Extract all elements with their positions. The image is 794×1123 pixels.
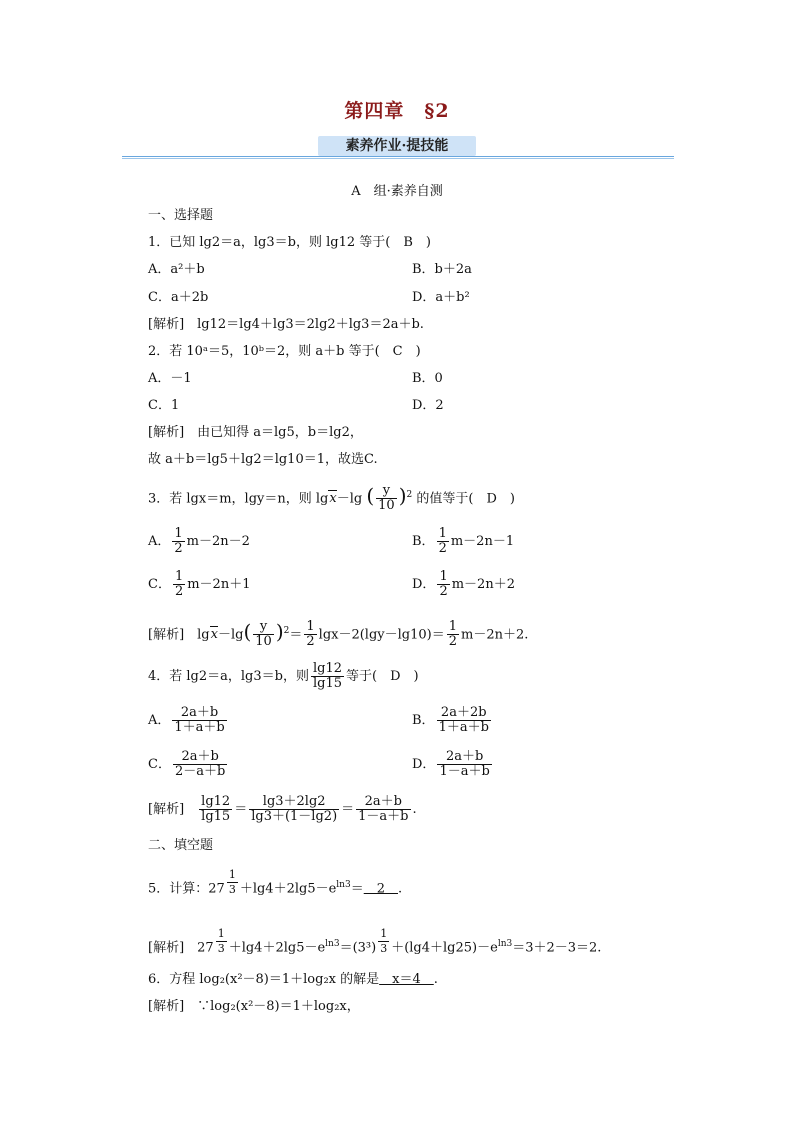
q4-stem: 4．若 lg2＝a，lg3＝b，则 $\frac{\lg 12}{\lg 15}$ 等于( D ) (148, 661, 419, 691)
q6-answer: x＝4 (379, 972, 434, 987)
q1-stem: 1．已知 lg2＝a，lg3＝b，则 lg12 等于( B ) (148, 235, 431, 250)
part2-title: 二、填空题 (148, 838, 214, 853)
q5-stem: 5．计算：27 $\frac{1}{3}$ $+\lg 4+2\lg 5-e^{ln3}=$ 2 . (148, 868, 403, 897)
q6-analysis: [解析] ∵log₂(x²－8)＝1＋log₂x， (148, 999, 360, 1014)
q1-analysis: [解析] lg12＝lg4＋lg3＝2lg2＋lg3＝2a＋b. (148, 317, 424, 332)
q1-option-d: D．a＋b² (412, 290, 470, 305)
q3-option-a: A． $\frac{1}{2}$ m－2n－2 (148, 526, 250, 556)
q1-option-c: C．a＋2b (148, 290, 209, 305)
q2-analysis-2: 故 a＋b＝lg5＋lg2＝lg10＝1，故选C. (148, 452, 378, 467)
q3-stem: 3．若 lgx＝m，lgy＝n，则 lgx－lg ( $\frac{y}{10}$ )$^2$ 的值等于( D ) (148, 483, 515, 514)
q3-analysis: [解析] lgx－lg( $\frac{y}{10}$ )$^2$＝ $\frac{1}{2}$ lgx－2(lgy－lg10)＝ $\frac{1}{2}$ m－2n＋2. (148, 619, 529, 650)
group-heading: A 组·素养自测 (351, 184, 443, 199)
chapter-title (0, 96, 794, 123)
q2-option-d: D．2 (412, 398, 444, 413)
q4-option-b: B． $\frac{2a+2b}{1+a+b}$ (412, 705, 489, 735)
q4-option-a: A． $\frac{2a+b}{1+a+b}$ (148, 705, 225, 735)
q5-answer: 2 (363, 881, 398, 897)
q3-option-b: B． $\frac{1}{2}$ m－2n－1 (412, 526, 515, 556)
q2-analysis-1: [解析] 由已知得 a＝lg5，b＝lg2， (148, 425, 363, 440)
divider (122, 158, 674, 159)
q3-option-d: D． $\frac{1}{2}$ m－2n＋2 (412, 569, 515, 599)
q3-option-c: C． $\frac{1}{2}$ m－2n＋1 (148, 569, 251, 599)
q6-stem: 6．方程 log₂(x²－8)＝1＋log₂x 的解是 x＝4 . (148, 972, 438, 987)
q4-analysis: [解析] $\frac{\lg 12}{\lg 15}$ ＝ $\frac{\lg 3+2\lg 2}{\lg 3+(1-\lg 2)}$ ＝ $\frac{2a+b}{1-a+b}$ . (148, 794, 417, 824)
q4-option-d: D． $\frac{2a+b}{1-a+b}$ (412, 749, 490, 779)
q1-option-b: B．b＋2a (412, 262, 472, 277)
banner: 素养作业·提技能 (318, 136, 476, 156)
q2-option-a: A．－1 (148, 371, 192, 386)
q5-analysis: [解析] 27 $\frac{1}{3}$ $+\lg 4+2\lg 5-e^{ln3}=(3^3)$ $\frac{1}{3}$ $+(\lg 4+\lg 25)-e^{ln3}=3+2-3=2$. (148, 927, 602, 956)
fraction: $\frac{y}{10}$ (378, 483, 395, 514)
q2-option-b: B．0 (412, 371, 443, 386)
q2-option-c: C．1 (148, 398, 180, 413)
q1-option-a: A．a²＋b (148, 262, 205, 277)
part1-title: 一、选择题 (148, 208, 214, 223)
chapter-label: 第四章 (344, 100, 405, 122)
divider (122, 156, 674, 157)
q4-option-c: C． $\frac{2a+b}{2-a+b}$ (148, 749, 226, 779)
q2-stem: 2．若 10ᵃ＝5，10ᵇ＝2，则 a＋b 等于( C ) (148, 344, 421, 359)
section-label: §2 (424, 100, 450, 122)
